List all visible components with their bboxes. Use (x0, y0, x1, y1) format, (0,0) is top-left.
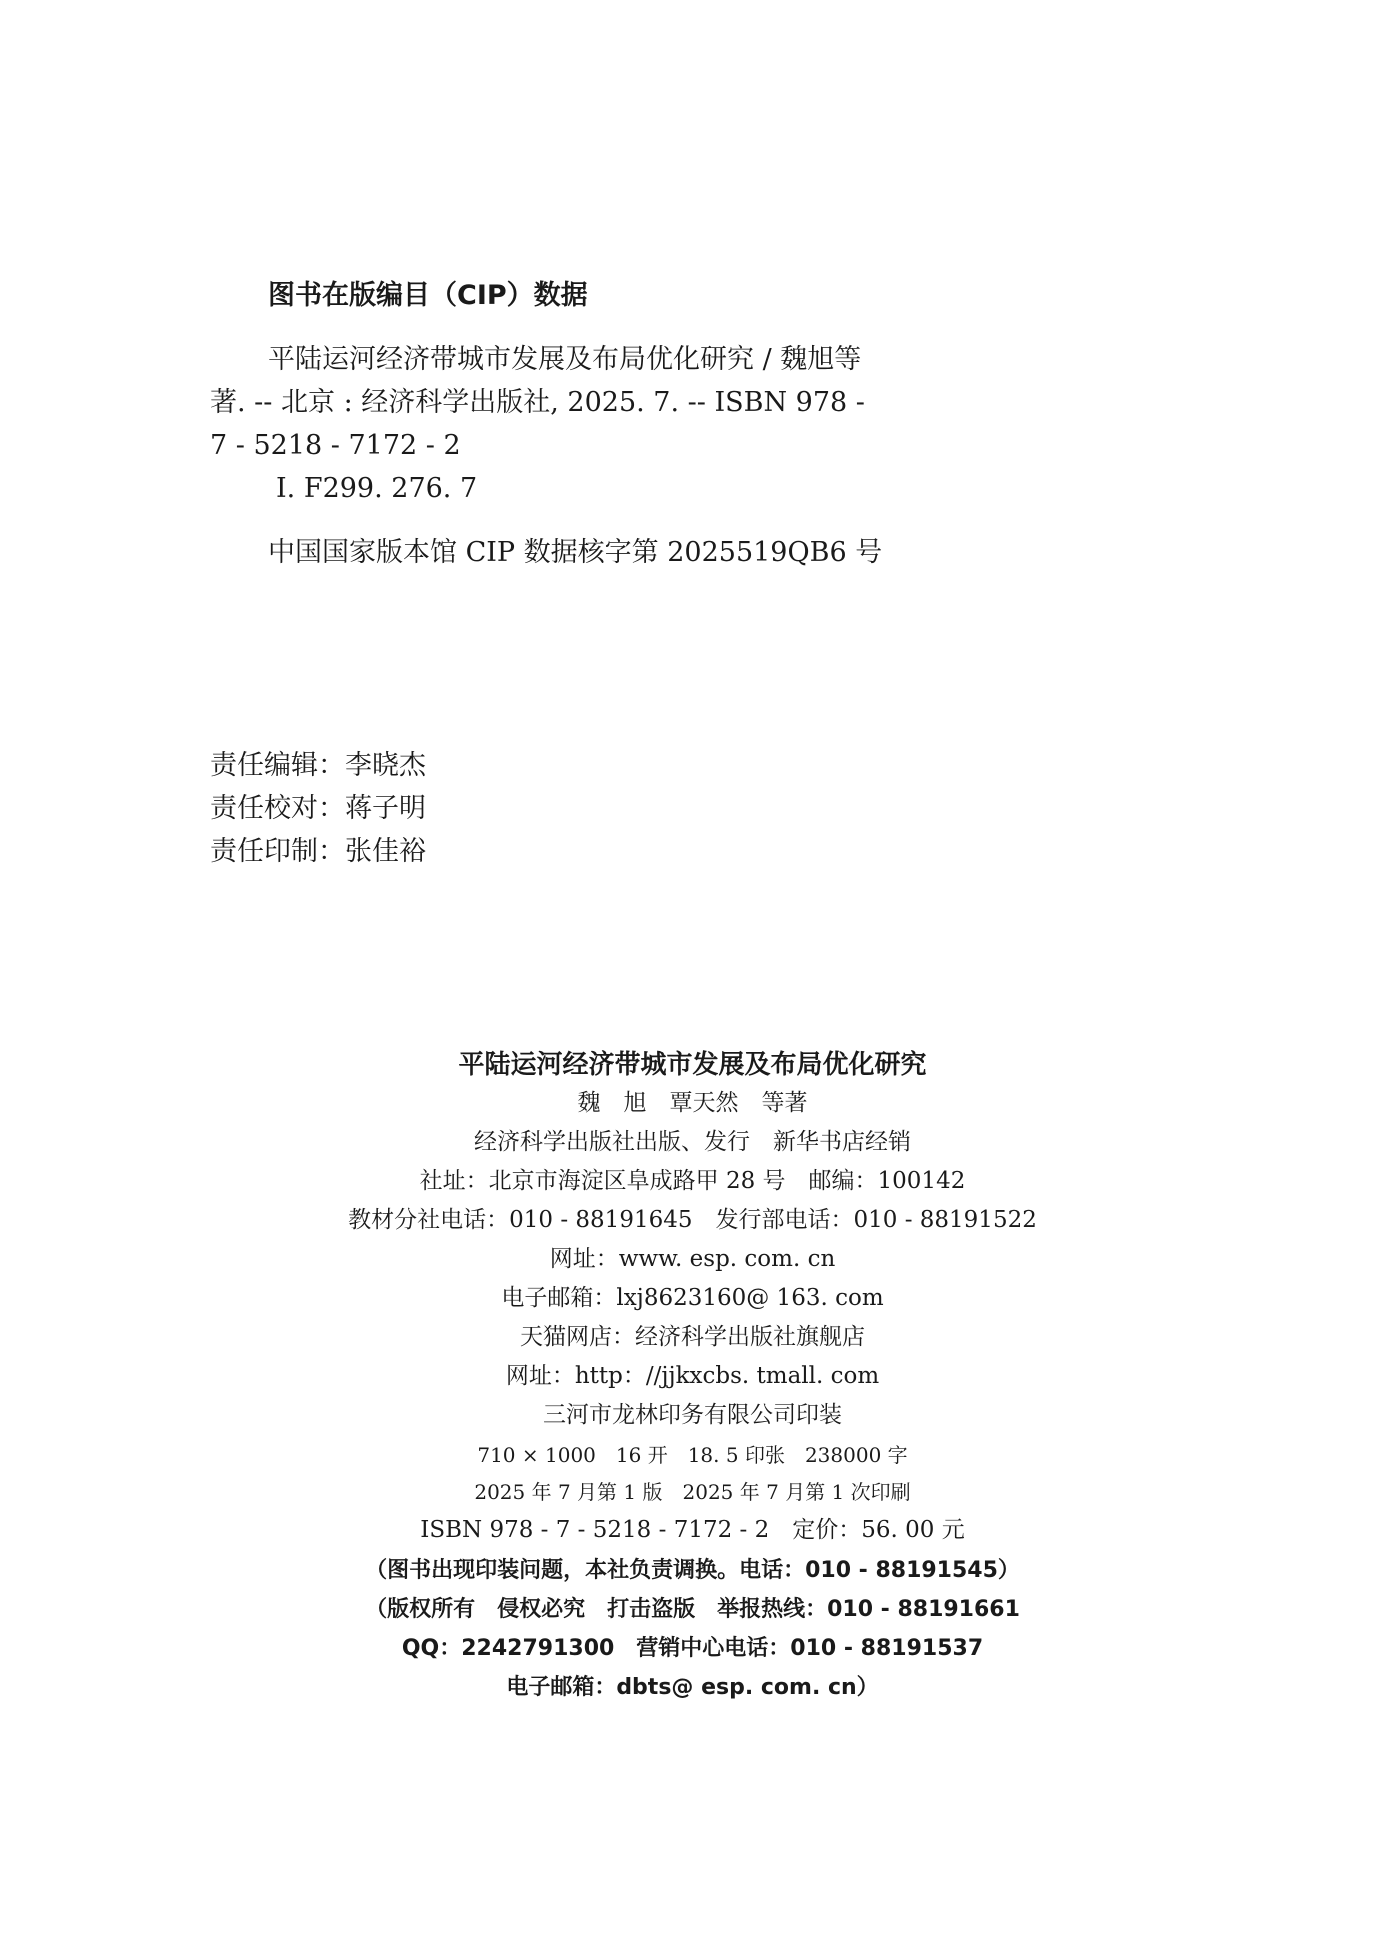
imprint-tmall-store: 天猫网店：经济科学出版社旗舰店 (520, 1324, 865, 1350)
imprint-website: 网址：www. esp. com. cn (549, 1246, 836, 1272)
imprint-address: 社址：北京市海淀区阜成路甲 28 号 邮编：100142 (419, 1168, 966, 1194)
cip-classification: Ⅰ. F299. 276. 7 (276, 473, 478, 504)
imprint-notice-email: 电子邮箱：dbts@ esp. com. cn） (506, 1675, 879, 1700)
cip-title-line: 平陆运河经济带城市发展及布局优化研究 / 魏旭等 (268, 344, 862, 375)
imprint-notice-qq: QQ：2242791300 营销中心电话：010 - 88191537 (401, 1636, 984, 1661)
imprint-phones: 教材分社电话：010 - 88191645 发行部电话：010 - 88191522 (348, 1207, 1037, 1233)
cip-isbn-continuation: 7 - 5218 - 7172 - 2 (210, 430, 461, 461)
cip-heading: 图书在版编目（CIP）数据 (268, 280, 588, 311)
imprint-printer: 三河市龙林印务有限公司印装 (543, 1402, 842, 1428)
imprint-email: 电子邮箱：lxj8623160@ 163. com (501, 1285, 884, 1311)
imprint-authors: 魏 旭 覃天然 等著 (577, 1090, 808, 1116)
imprint-specs: 710 × 1000 16 开 18. 5 印张 238000 字 (477, 1443, 908, 1467)
cip-publication-line: 著. -- 北京 : 经济科学出版社, 2025. 7. -- ISBN 978 - (210, 387, 865, 418)
imprint-notice-copyright: （版权所有 侵权必究 打击盗版 举报热线：010 - 88191661 (365, 1597, 1020, 1622)
imprint-tmall-url: 网址：http：//jjkxcbs. tmall. com (505, 1363, 880, 1389)
staff-printing: 责任印制：张佳裕 (210, 836, 426, 867)
cip-record-number: 中国国家版本馆 CIP 数据核字第 2025519QB6 号 (268, 537, 883, 568)
imprint-isbn-price: ISBN 978 - 7 - 5218 - 7172 - 2 定价：56. 00 元 (420, 1517, 965, 1543)
staff-editor: 责任编辑：李晓杰 (210, 750, 426, 781)
staff-proofreader: 责任校对：蒋子明 (210, 793, 426, 824)
imprint-book-title: 平陆运河经济带城市发展及布局优化研究 (458, 1050, 927, 1080)
imprint-publisher: 经济科学出版社出版、发行 新华书店经销 (474, 1129, 911, 1155)
imprint-edition: 2025 年 7 月第 1 版 2025 年 7 月第 1 次印刷 (474, 1480, 911, 1504)
imprint-notice-quality: （图书出现印装问题，本社负责调换。电话：010 - 88191545） (365, 1558, 1020, 1583)
